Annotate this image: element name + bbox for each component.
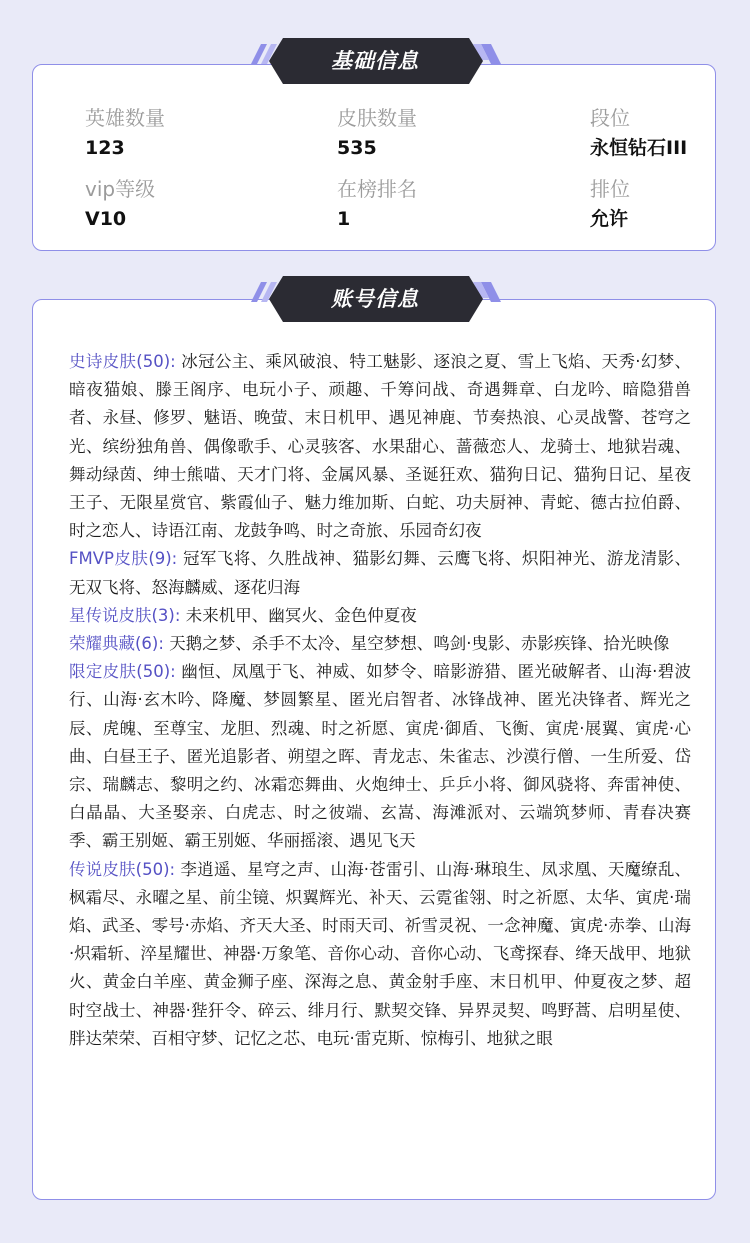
section-banner-account: [247, 276, 503, 322]
category-items: 李逍遥、星穹之声、山海·苍雷引、山海·琳琅生、凤求凰、天魔缭乱、枫霜尽、永曜之星、前尘镜、炽翼辉光、补天、云霓雀翎、时之祈愿、太华、寅虎·瑞焰、武圣、零号·赤焰、齐天大圣、时雨天司、祈雪灵祝、一念神魔、寅虎·赤拳、山海·炽霜斩、淬星耀世、神器·万象笔、音你心动、音你心动、飞鸢探春、绛天战甲、地狱火、黄金白羊座、黄金狮子座、深海之息、黄金射手座、末日机甲、仲夏夜之梦、超时空战士、神器·狴犴令、碎云、绯月行、默契交锋、异界灵契、鸣野蒿、启明星使、胖达荣荣、百相守梦、记忆之芯、电玩·雷克斯、惊梅引、地狱之眼: [69, 859, 691, 1048]
section-title: 账号信息: [331, 287, 419, 311]
section-banner-basic: [247, 38, 503, 84]
skin-category-legend: [69, 856, 691, 1053]
field-value: 123: [85, 137, 125, 159]
skin-category-fmvp: [69, 545, 691, 601]
field-label: 段位: [590, 106, 630, 130]
skin-count-field: [337, 105, 417, 161]
category-label: 荣耀典藏(6):: [69, 634, 164, 654]
skin-category-star-legend: [69, 602, 691, 630]
category-label: FMVP皮肤(9):: [69, 549, 178, 569]
category-items: 冠军飞将、久胜战神、猫影幻舞、云鹰飞将、炽阳神光、游龙清影、无双飞将、怒海麟威、逐花归海: [69, 549, 691, 597]
skin-category-epic: [69, 348, 691, 545]
ranked-allowed-field: [590, 176, 630, 232]
category-label: 星传说皮肤(3):: [69, 605, 181, 625]
field-label: vip等级: [85, 177, 156, 201]
section-title: 基础信息: [331, 49, 419, 73]
category-items: 冰冠公主、乘风破浪、特工魅影、逐浪之夏、雪上飞焰、天秀·幻梦、暗夜猫娘、滕王阁序、电玩小子、顽趣、千筹问战、奇遇舞章、白龙吟、暗隐猎兽者、永昼、修罗、魅语、晚萤、末日机甲、遇见神鹿、节奏热浪、心灵战警、苍穹之光、缤纷独角兽、偶像歌手、心灵骇客、水果甜心、蔷薇恋人、龙骑士、地狱岩魂、舞动绿茵、绅士熊喵、天才门将、金属风暴、圣诞狂欢、猫狗日记、猫狗日记、星夜王子、无限星赏官、紫霞仙子、魅力维加斯、白蛇、功夫厨神、青蛇、德古拉伯爵、时之恋人、诗语江南、龙鼓争鸣、时之奇旅、乐园奇幻夜: [69, 352, 691, 541]
field-value: 1: [337, 208, 351, 230]
field-value: 永恒钻石III: [590, 137, 688, 159]
category-label: 史诗皮肤(50):: [69, 352, 176, 371]
skin-category-glory-collection: [69, 630, 691, 658]
field-value: 535: [337, 137, 377, 159]
field-label: 排位: [590, 177, 630, 201]
category-label: 限定皮肤(50):: [69, 662, 176, 682]
skin-list: [69, 348, 691, 1053]
rank-tier-field: [590, 105, 687, 161]
vip-level-field: [85, 176, 155, 232]
account-info-card: [32, 299, 716, 1200]
field-label: 皮肤数量: [337, 106, 417, 130]
field-label: 英雄数量: [85, 106, 165, 130]
leaderboard-rank-field: [337, 176, 417, 232]
category-items: 未来机甲、幽冥火、金色仲夏夜: [185, 605, 417, 625]
category-items: 幽恒、凤凰于飞、神威、如梦令、暗影游猎、匿光破解者、山海·碧波行、山海·玄木吟、降魔、梦圆繁星、匿光启智者、冰锋战神、匿光决锋者、辉光之辰、虎魄、至尊宝、龙胆、烈魂、时之祈愿、寅虎·御盾、飞衡、寅虎·展翼、寅虎·心曲、白昼王子、匿光追影者、朔望之晖、青龙志、朱雀志、沙漠行僧、一生所爱、岱宗、瑞麟志、黎明之约、冰霜恋舞曲、火炮绅士、乒乒小将、御风骁将、奔雷神使、白晶晶、大圣娶亲、白虎志、时之彼端、玄嵩、海滩派对、云端筑梦师、青春决赛季、霸王别姬、霸王别姬、华丽摇滚、遇见飞天: [69, 662, 691, 851]
hero-count-field: [85, 105, 165, 161]
field-value: 允许: [590, 208, 629, 230]
field-value: V10: [85, 208, 127, 230]
skin-category-limited: [69, 658, 691, 855]
category-label: 传说皮肤(50):: [69, 859, 176, 879]
field-label: 在榜排名: [337, 177, 417, 201]
basic-info-card: [32, 64, 716, 251]
category-items: 天鹅之梦、杀手不太冷、星空梦想、鸣剑·曳影、赤影疾锋、拾光映像: [169, 634, 670, 654]
